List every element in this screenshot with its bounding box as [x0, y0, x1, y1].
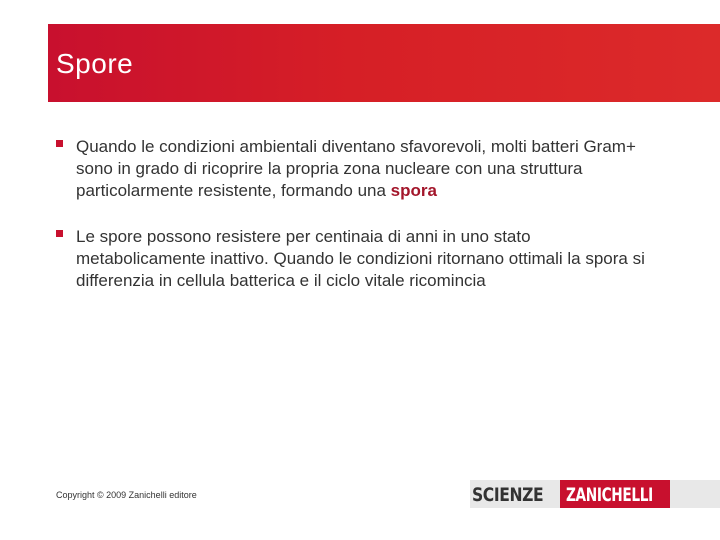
logo-zanichelli-text: ZANICHELLI: [566, 484, 653, 506]
bullet-list: [56, 136, 656, 316]
square-bullet-icon: [56, 140, 63, 147]
logo-scienze-text: SCIENZE: [472, 484, 544, 506]
slide-title: Spore: [56, 48, 134, 79]
bullet-body: Le spore possono resistere per centinaia di anni in uno stato metabolicamente inattivo. Quando le condizioni ritornano ottimali la spora si differenzia in cellula batterica e il ciclo vitale ricomincia: [76, 227, 645, 290]
publisher-logo: [470, 480, 720, 508]
bullet-item: [56, 136, 656, 202]
logo-zanichelli-box: [560, 480, 670, 508]
square-bullet-icon: [56, 230, 63, 237]
bullet-text: [76, 226, 656, 292]
bullet-body: Quando le condizioni ambientali diventano sfavorevoli, molti batteri Gram+ sono in grado di ricoprire la propria zona nucleare con una struttura particolarmente resistente, formando una: [76, 137, 636, 200]
bullet-text: [76, 136, 656, 202]
copyright-notice: Copyright © 2009 Zanichelli editore: [56, 490, 197, 500]
bullet-item: [56, 226, 656, 292]
highlight-term: spora: [390, 181, 437, 200]
title-bar: [48, 24, 720, 102]
